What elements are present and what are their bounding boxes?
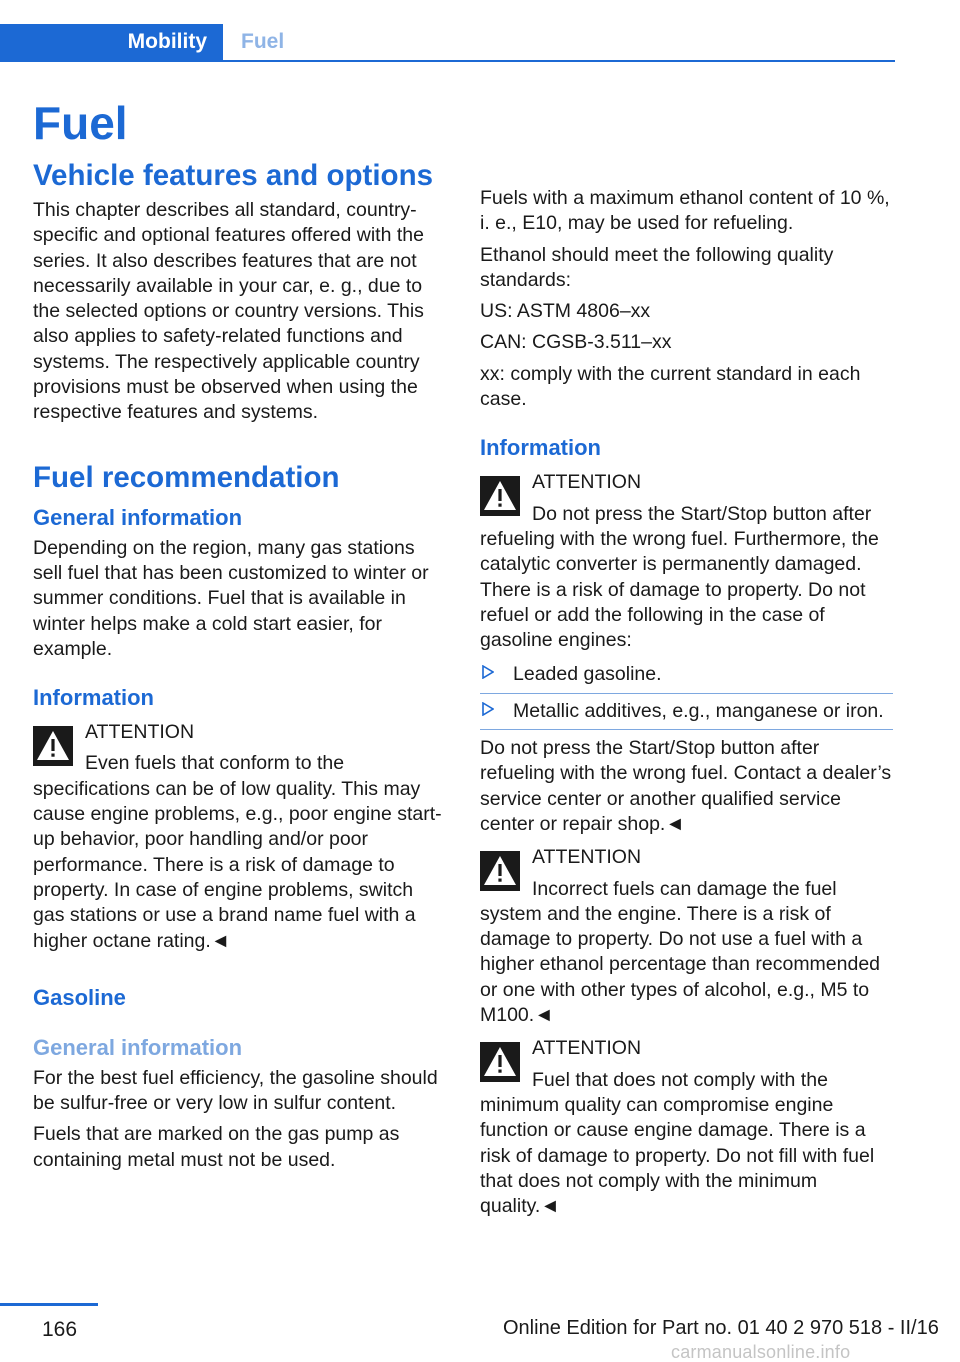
edition-footer: Online Edition for Part no. 01 40 2 970 518 - II/16 bbox=[503, 1317, 939, 1339]
warning-text: Do not press the Start/Stop button after refueling with the wrong fuel. Furthermore, the catalytic converter is permanently damaged. There is a risk of damage to property. Do not refuel or add the following in the case of gasoline engines: bbox=[480, 502, 879, 652]
standard-note: xx: comply with the current standard in each case. bbox=[480, 362, 861, 411]
standard-us: US: ASTM 4806–xx bbox=[480, 300, 651, 323]
heading-gasoline: Gasoline bbox=[33, 984, 126, 1010]
tab-mobility[interactable]: Mobility bbox=[0, 24, 223, 60]
heading-gasoline-general: General information bbox=[33, 1034, 243, 1060]
warning-triangle-icon bbox=[33, 726, 73, 766]
list-item bbox=[480, 694, 893, 730]
ethanol-standards-text: Ethanol should meet the following quality standards: bbox=[480, 243, 834, 291]
general-information-text: Depending on the region, many gas stations sell fuel that has been customized to winter or summer conditions. Fuel that is available in winter helps make a cold start easier, for example. bbox=[33, 536, 429, 660]
gasoline-text-1: For the best fuel efficiency, the gasoline should be sulfur-free or very low in sulfur content. bbox=[33, 1066, 438, 1115]
tab-fuel[interactable]: Fuel bbox=[241, 30, 285, 53]
warning-triangle-icon bbox=[480, 1042, 520, 1082]
warning-triangle-icon bbox=[480, 851, 520, 891]
list-item bbox=[480, 657, 893, 693]
heading-information-right: Information bbox=[480, 435, 601, 461]
page-number: 166 bbox=[42, 1318, 78, 1341]
vehicle-features-text: This chapter describes all standard, country-specific and optional features offered with the series. It also describes features that are not necessarily available in your car, e. g., due to the selected options or country versions. This also applies to safety-related functions and systems. The respectively applicable country provisions must be observed when using the respective features and systems. bbox=[33, 199, 424, 424]
bullet-list bbox=[480, 657, 893, 730]
page-number-rule bbox=[0, 1303, 98, 1306]
heading-vehicle-features: Vehicle features and options bbox=[33, 159, 433, 192]
triangle-bullet-icon bbox=[482, 665, 494, 679]
warning-label: ATTENTION bbox=[532, 846, 642, 869]
right-column bbox=[480, 186, 893, 1219]
warning-block bbox=[480, 1036, 893, 1219]
watermark: carmanualsonline.info bbox=[671, 1342, 851, 1362]
after-bullets-text: Do not press the Start/Stop button after refueling with the wrong fuel. Contact a dealer’s service center or another qualified service center or repair shop.◄ bbox=[480, 737, 892, 835]
list-item-text: Leaded gasoline. bbox=[513, 663, 662, 686]
page-title: Fuel bbox=[33, 97, 128, 149]
warning-block bbox=[33, 720, 447, 954]
header-tabbar bbox=[0, 24, 895, 62]
triangle-bullet-icon bbox=[482, 702, 494, 716]
heading-information: Information bbox=[33, 685, 154, 711]
warning-label: ATTENTION bbox=[532, 1037, 642, 1060]
warning-block bbox=[480, 470, 893, 653]
warning-text: Incorrect fuels can damage the fuel system and the engine. There is a risk of damage to property. Do not use a fuel with a higher ethanol percentage than recommended or one with other types of alcohol, e.g., M5 to M100.◄ bbox=[480, 877, 881, 1027]
warning-block bbox=[480, 845, 893, 1028]
warning-label: ATTENTION bbox=[85, 721, 195, 744]
heading-fuel-recommendation: Fuel recommendation bbox=[33, 460, 340, 494]
standard-can: CAN: CGSB-3.511–xx bbox=[480, 331, 672, 354]
warning-text: Fuel that does not comply with the minimum quality can compromise engine function or cause engine damage. There is a risk of damage to property. Do not fill with fuel that does not comply with the minimum quality.◄ bbox=[480, 1068, 875, 1218]
list-item-text: Metallic additives, e.g., manganese or iron. bbox=[513, 699, 884, 722]
gasoline-text-2: Fuels that are marked on the gas pump as containing metal must not be used. bbox=[33, 1123, 400, 1171]
left-column bbox=[33, 96, 447, 1173]
warning-triangle-icon bbox=[480, 476, 520, 516]
ethanol-content-text: Fuels with a maximum ethanol content of 10 %, i. e., E10, may be used for refueling. bbox=[480, 187, 890, 235]
warning-label: ATTENTION bbox=[532, 471, 642, 494]
warning-text: Even fuels that conform to the specifications can be of low quality. This may cause engine problems, e.g., poor engine start-up behavior, poor handling and/or poor performance. There is a risk of damage to property. In case of engine problems, switch gas stations or use a brand name fuel with a higher octane rating.◄ bbox=[33, 752, 442, 952]
heading-general-information: General information bbox=[33, 504, 243, 530]
